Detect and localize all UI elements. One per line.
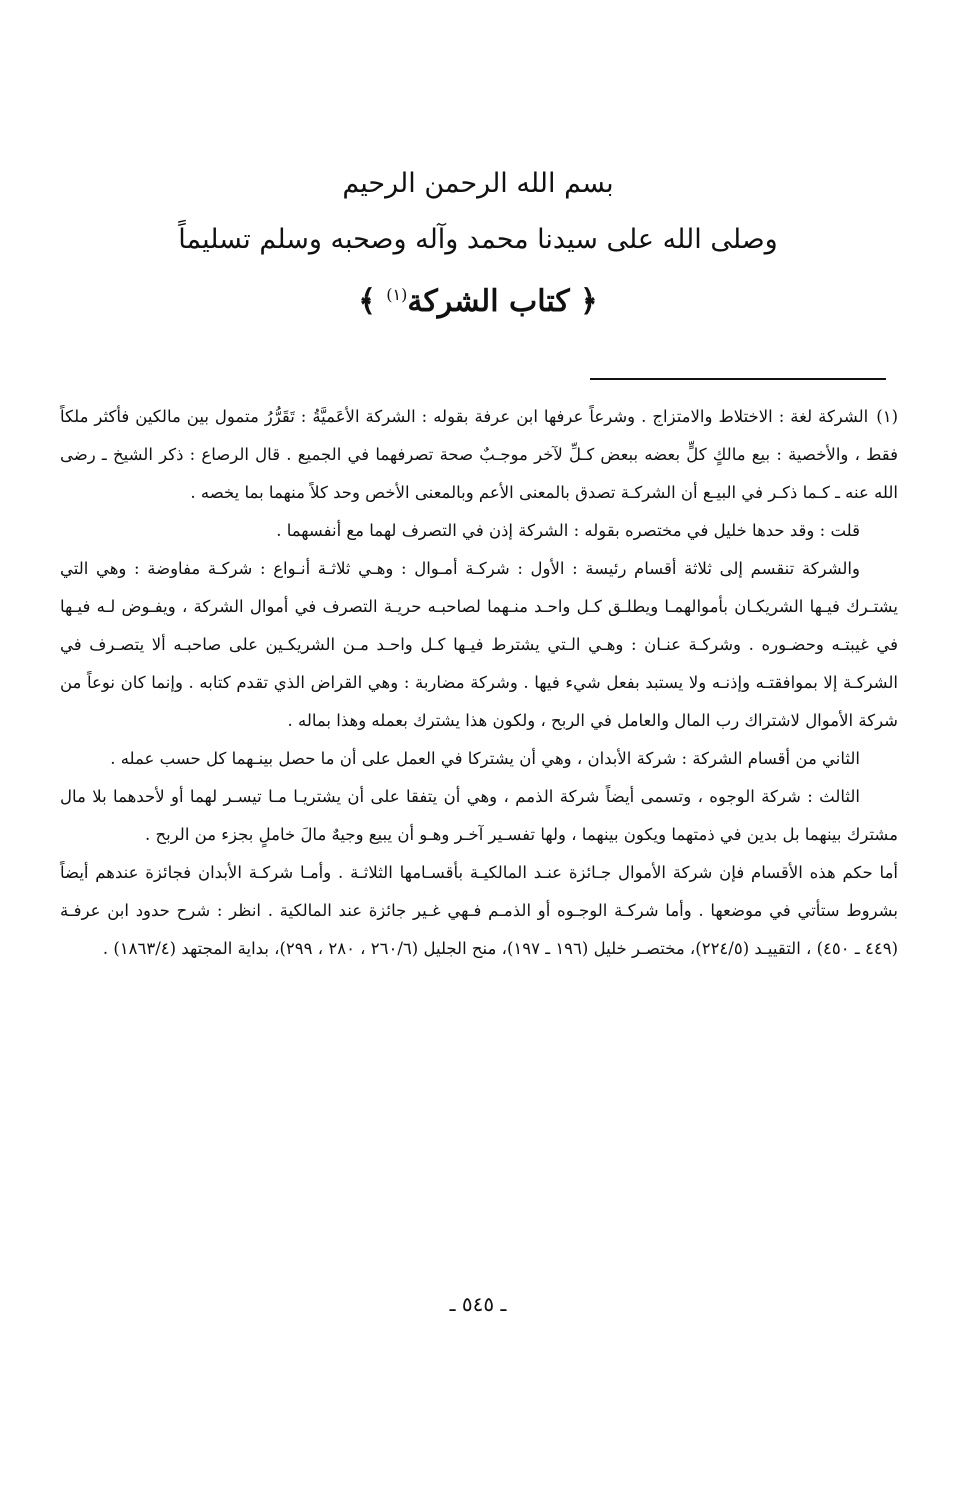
footnote-separator [590, 378, 886, 380]
ornate-bracket-close: ﴾ [358, 284, 376, 319]
footnote-paragraph: الثالث : شركة الوجوه ، وتسمى أيضاً شركة الذمم ، وهي أن يتفقا على أن يشتريـا مـا تيسـر لهما أو لأحدهما بلا مال مشترك بينهما بل بدين في ذمتهما ويكون بينهما ، ولها تفسـير آخـر وهـو أن يبيع وجيهٌ مالَ خاملٍ بجزء من الربح . [60, 787, 898, 844]
footnote-block [60, 398, 898, 968]
salawat-line: وصلى الله على سيدنا محمد وآله وصحبه وسلم تسليماً [178, 224, 778, 255]
basmala: بسم الله الرحمن الرحيم [342, 168, 614, 199]
chapter-title [0, 284, 956, 319]
footnote-marker: (١) [876, 407, 898, 426]
chapter-title-text: كتاب الشركة [407, 284, 570, 319]
footnote-paragraph: قلت : وقد حدها خليل في مختصره بقوله : الشركة إذن في التصرف لهما مع أنفسهما . [276, 521, 860, 540]
footnote-reference: (١) [386, 285, 408, 304]
footnote-text: الشركة لغة : الاختلاط والامتزاج . وشرعاً عرفها ابن عرفة بقوله : الشركة الأعَميَّةُ : تَقَرُّرُ متمول بين مالكين فأكثر ملكاً فقط ، والأخصية : بيع مالكٍ كلٍّ بعضه ببعض كـلِّ لآخر موجـبٌ صحة تصرفهما في الجميع . قال الرصاع : ذكر الشيخ ـ رضى الله عنه ـ كـما ذكـر في البيـع أن الشركـة تصدق بالمعنى الأعم وبالمعنى الأخص وحد كلاً منهما بما يخصه . [60, 407, 898, 502]
footnote-paragraph: أما حكم هذه الأقسام فإن شركة الأموال جـائزة عنـد المالكيـة بأقسـامها الثلاثـة . وأمـا شركـة الأبدان فجائزة عندهم أيضاً بشروط ستأتي في موضعها . وأما شركـة الوجـوه أو الذمـم فـهي غـير جائزة عند المالكية . انظر : شرح حدود ابن عرفـة (٤٤٩ ـ ٤٥٠) ، التقييـد (٢٢٤/٥)، مختصـر خليل (١٩٦ ـ ١٩٧)، منح الجليل (٢٦٠/٦ ، ٢٨٠ ، ٢٩٩)، بداية المجتهد (١٨٦٣/٤) . [60, 863, 898, 958]
footnote-paragraph [60, 398, 898, 512]
footnote-paragraph: الثاني من أقسام الشركة : شركة الأبدان ، وهي أن يشتركا في العمل على أن ما حصل بينـهما كل حسب عمله . [110, 749, 860, 768]
page-number: ـ ٥٤٥ ـ [449, 1292, 507, 1316]
ornate-bracket-open: ﴿ [580, 284, 598, 319]
footnote-paragraph: والشركة تنقسم إلى ثلاثة أقسام رئيسة : الأول : شركـة أمـوال : وهـي ثلاثـة أنـواع : شركـة مفاوضة : وهي التي يشتـرك فيـها الشريكـان بأموالهمـا ويطلـق كـل واحـد منـهما لصاحبـه حريـة التصرف في أموال الشركة ، ويفـوض لـه فيـها في غيبتـه وحضـوره . وشركـة عنـان : وهـي الـتي يشترط فيـها كـل واحـد مـن الشريكـين على صاحبـه ألا يتصـرف في الشركـة إلا بموافقتـه وإذنـه ولا يستبد بفعل شيء فيها . وشركة مضاربة : وهي القراض الذي تقدم كتابه . وإنما كان نوعاً من شركة الأموال لاشتراك رب المال والعامل في الربح ، ولكون هذا يشترك بعمله وهذا بماله . [60, 559, 898, 730]
